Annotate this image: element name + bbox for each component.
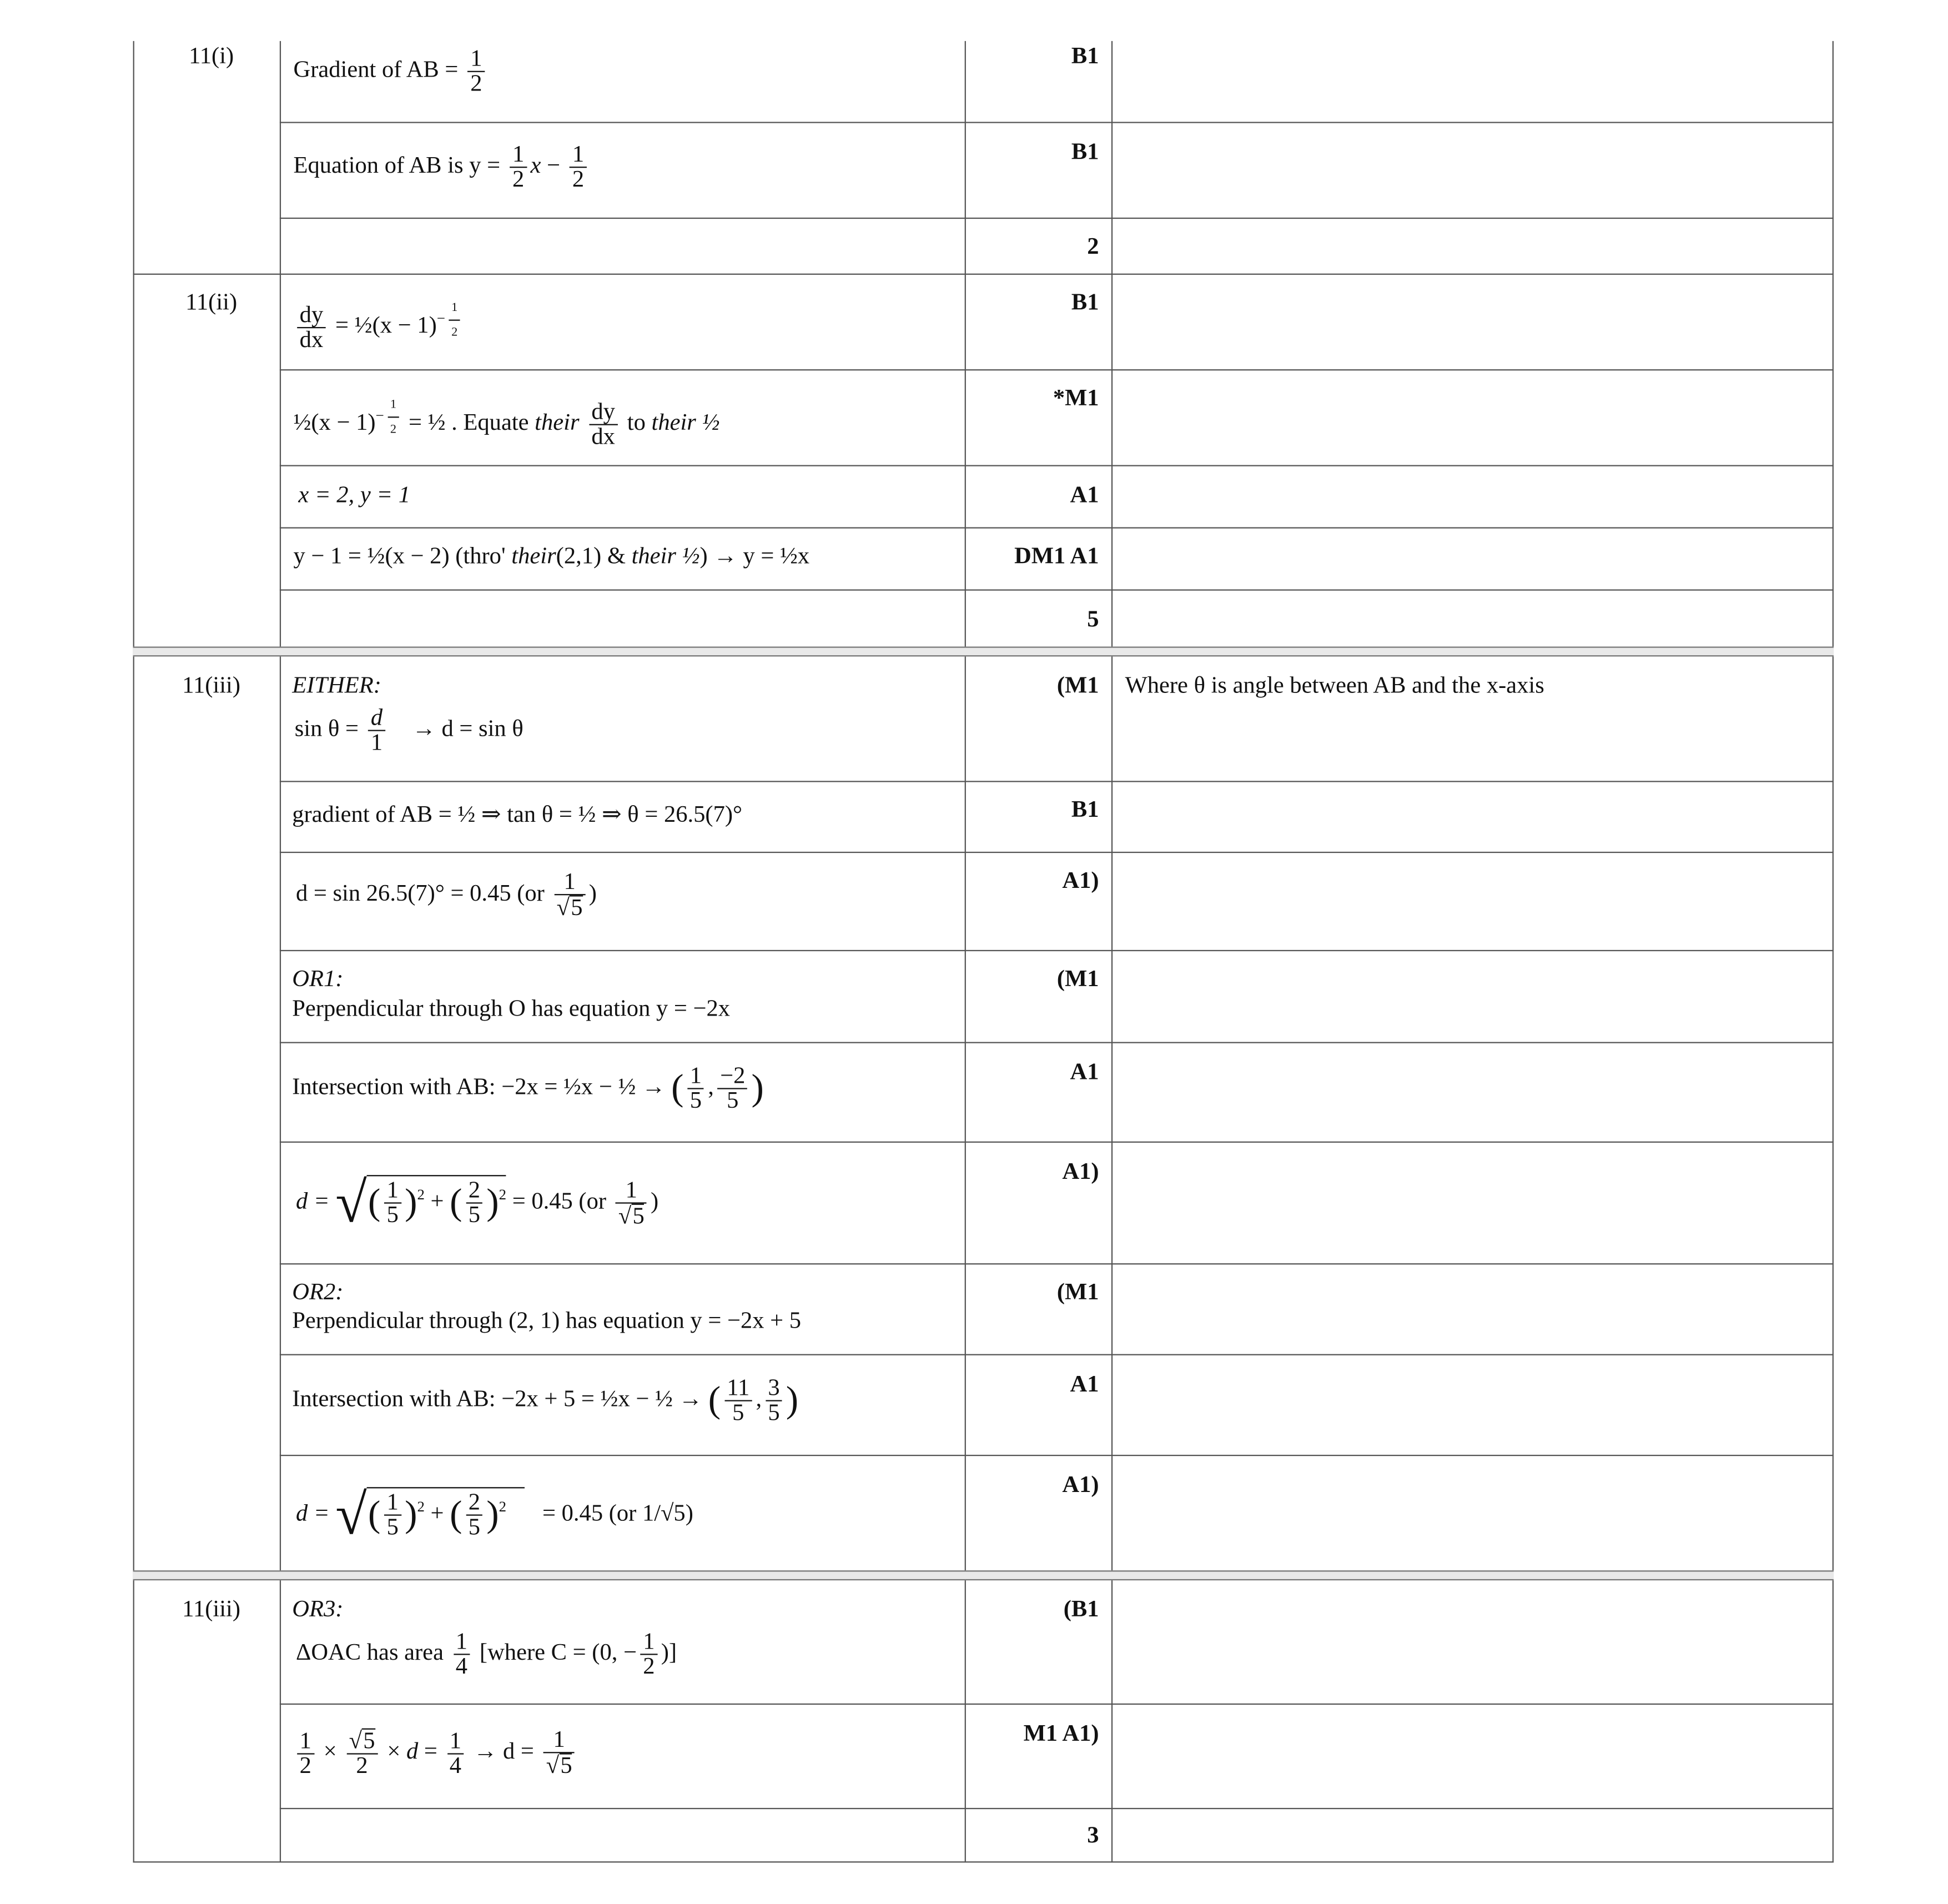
table-border-bottom <box>133 1861 1834 1862</box>
answer-gradient-angle: gradient of AB = ½ ⇒ tan θ = ½ ⇒ θ = 26.5(7)° <box>292 802 743 828</box>
answer-text: Equation of AB is y = <box>293 153 501 179</box>
row-divider <box>280 1704 1834 1705</box>
fraction: $\frac{1}{2}$ <box>468 47 485 96</box>
answer-equation: Equation of AB is y = $\frac{1}{2}$ x − $\frac{1}{2}$ <box>293 143 590 192</box>
mark-cell: A1) <box>1062 1159 1099 1185</box>
mark-total: 5 <box>1087 606 1099 633</box>
fraction: $\frac{1}{2}$ <box>510 143 526 192</box>
mark-total: 2 <box>1087 233 1099 260</box>
column-divider-guidance <box>1111 41 1113 1863</box>
derivative-fraction: $\frac{dy}{dx}$ <box>589 400 618 448</box>
mark-cell: B1 <box>1071 139 1099 165</box>
fraction: $\frac{√ 5}{2}$ <box>346 1729 377 1779</box>
method-label-or2: OR2: <box>292 1279 344 1306</box>
section-divider <box>133 1570 1834 1580</box>
mark-cell: A1) <box>1062 1472 1099 1499</box>
answer-derivative: $\frac{dy}{dx}$ = ½(x − 1)$^{- \frac{1}{2}}$ <box>293 296 464 351</box>
guidance-note: Where θ is angle between AB and the x-axis <box>1125 672 1544 699</box>
row-divider <box>280 369 1834 370</box>
answer-distance-or2: d = √( $\frac{1}{5}$ )$^2$ + ( $\frac{2}{5}$ )$^2$ = 0.45 (or 1/√5) <box>295 1483 693 1546</box>
fraction: $\frac{1}{4}$ <box>447 1729 464 1777</box>
answer-sin-theta: sin θ = $\frac{d}{1}$ → d = sin θ <box>294 705 524 756</box>
question-number: 11(iii) <box>182 672 241 699</box>
answer-equate-gradient: ½(x − 1)$^{- \frac{1}{2}}$ = ½ . Equate their $\frac{dy}{dx}$ to their ½ <box>293 393 719 449</box>
mark-total: 3 <box>1087 1822 1099 1849</box>
row-divider <box>280 950 1834 951</box>
answer-perpendicular-point: Perpendicular through (2, 1) has equation y = −2x + 5 <box>292 1308 802 1334</box>
question-number: 11(i) <box>189 43 234 70</box>
answer-coordinates: x = 2, y = 1 <box>298 482 411 509</box>
row-divider <box>280 589 1834 590</box>
fraction: $\frac{d}{1}$ <box>368 706 385 755</box>
answer-triangle-area: ΔOAC has area $\frac{1}{4}$ [where C = (0, − $\frac{1}{2}$ )] <box>295 1629 677 1680</box>
fraction: $\frac{1}{2}$ <box>570 143 586 192</box>
method-label-or3: OR3: <box>292 1596 344 1623</box>
fraction: $\frac{1}{4}$ <box>453 1630 470 1679</box>
fraction: $\frac{1}{5}$ <box>687 1064 704 1113</box>
mark-cell: B1 <box>1071 43 1099 70</box>
fraction: $\frac{3}{5}$ <box>766 1376 782 1425</box>
method-label-either: EITHER: <box>292 672 381 699</box>
row-divider <box>280 122 1834 123</box>
mark-cell: (B1 <box>1063 1596 1099 1623</box>
column-divider-marks <box>965 41 966 1863</box>
question-number: 11(iii) <box>182 1596 241 1623</box>
answer-tangent-line: y − 1 = ½(x − 2) (thro' their(2,1) & their ½) → y = ½x <box>293 543 810 570</box>
mark-cell: A1 <box>1070 1371 1099 1398</box>
fraction: $\frac{11}{5}$ <box>724 1376 752 1425</box>
mark-cell: A1 <box>1070 1059 1099 1086</box>
row-divider <box>280 1354 1834 1355</box>
mark-cell: *M1 <box>1053 385 1099 412</box>
row-divider <box>280 781 1834 782</box>
method-label-or1: OR1: <box>292 966 344 992</box>
row-divider <box>280 1263 1834 1264</box>
mark-cell: A1) <box>1062 868 1099 895</box>
question-number: 11(ii) <box>185 289 238 316</box>
fraction: $\frac{1}{2}$ <box>297 1729 314 1777</box>
row-divider <box>133 274 1834 275</box>
row-divider <box>280 852 1834 853</box>
answer-gradient <box>293 47 488 96</box>
mark-cell: B1 <box>1071 289 1099 316</box>
answer-distance-or1: d = √( $\frac{1}{5}$ )$^2$ + ( $\frac{2}{5}$ )$^2$ = 0.45 (or $\frac{1}{√ 5}$ ) <box>295 1170 659 1234</box>
fraction: $\frac{1}{2}$ <box>641 1630 657 1679</box>
answer-intersection-or2: Intersection with AB: −2x + 5 = ½x − ½ → ( $\frac{11}{5}$ , $\frac{3}{5}$ ) <box>292 1375 799 1426</box>
row-divider <box>280 218 1834 219</box>
mark-cell: B1 <box>1071 797 1099 823</box>
table-border-right <box>1833 41 1834 1863</box>
mark-cell: A1 <box>1070 482 1099 509</box>
derivative-fraction: $\frac{dy}{dx}$ <box>297 303 326 351</box>
row-divider <box>280 1808 1834 1809</box>
row-divider <box>280 527 1834 528</box>
row-divider <box>280 1455 1834 1456</box>
row-divider <box>280 1142 1834 1143</box>
row-divider <box>280 1042 1834 1043</box>
fraction: $\frac{-2}{5}$ <box>718 1064 748 1113</box>
answer-intersection-or1: Intersection with AB: −2x = ½x − ½ → ( $\frac{1}{5}$ , $\frac{-2}{5}$ ) <box>292 1063 764 1114</box>
mark-cell: (M1 <box>1056 966 1099 992</box>
fraction: $\frac{1}{√ 5}$ <box>554 871 585 921</box>
table-border-left <box>133 41 134 1863</box>
answer-text: Gradient of AB = <box>293 57 459 83</box>
answer-perpendicular-origin: Perpendicular through O has equation y = −2x <box>292 996 731 1022</box>
row-divider <box>280 465 1834 466</box>
mark-cell: M1 A1) <box>1023 1721 1099 1747</box>
answer-area-equation: $\frac{1}{2}$ × $\frac{√ 5}{2}$ × d = $\frac{1}{4}$ → d = $\frac{1}{√ 5}$ <box>293 1729 578 1779</box>
section-divider <box>133 646 1834 656</box>
mark-cell: (M1 <box>1056 672 1099 699</box>
column-divider-answer <box>280 41 281 1863</box>
fraction: $\frac{1}{√ 5}$ <box>543 1729 575 1779</box>
mark-cell: DM1 A1 <box>1014 543 1099 570</box>
fraction: $\frac{1}{√ 5}$ <box>616 1178 647 1228</box>
mark-cell: (M1 <box>1056 1279 1099 1306</box>
answer-distance-sin: d = sin 26.5(7)° = 0.45 (or $\frac{1}{√ 5}$ ) <box>295 869 597 922</box>
